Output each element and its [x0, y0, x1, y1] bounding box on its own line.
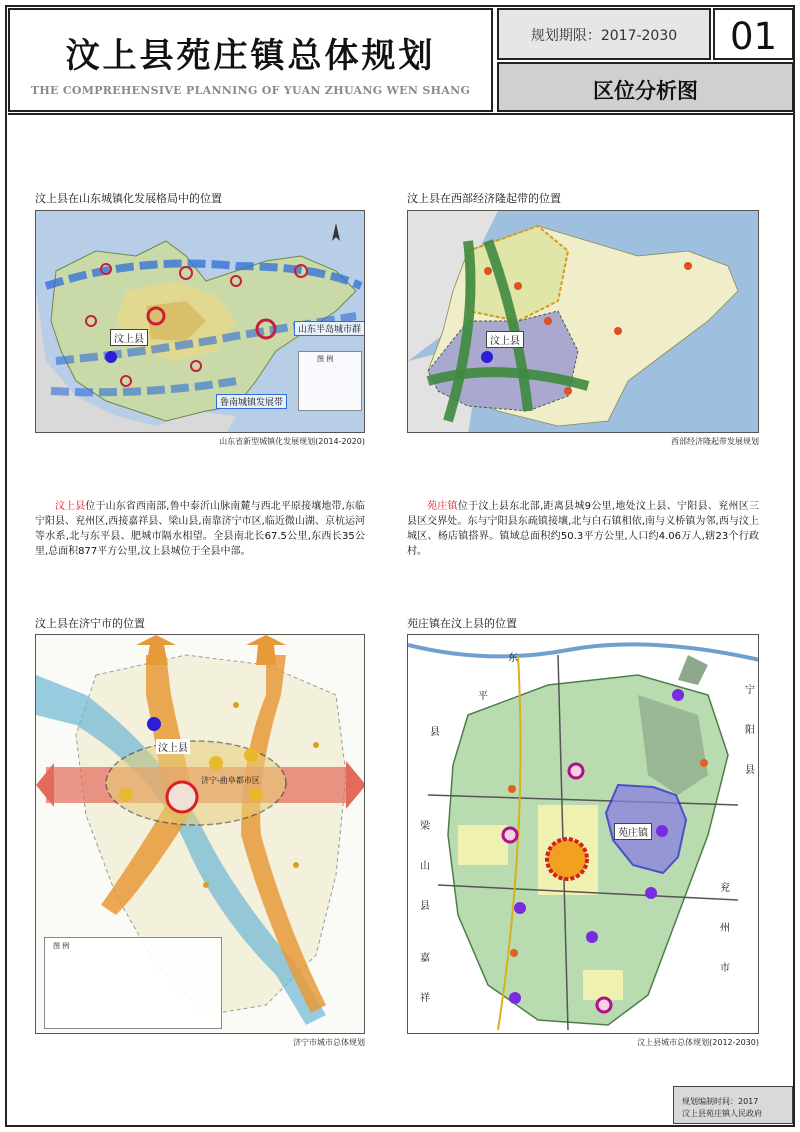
shandong-legend [298, 351, 362, 411]
sheet-title: 区位分析图 [593, 79, 698, 103]
jining-map-title: 汶上县在济宁市的位置 [35, 617, 145, 630]
yuanzhuang-name: 苑庄镇 [427, 501, 458, 512]
title-block [8, 8, 493, 112]
jining-map [35, 634, 365, 1034]
jining-core-label: 济宁-曲阜都市区 [201, 776, 260, 785]
jining-legend [44, 937, 222, 1029]
yuanzhuang-town-label: 苑庄镇 [614, 823, 652, 840]
sheet-title-block [497, 62, 794, 112]
jining-map-caption: 济宁市城市总体规划 [293, 1038, 365, 1047]
shandong-map-title: 汶上县在山东城镇化发展格局中的位置 [35, 192, 222, 205]
yuanzhuang-map-graphic [408, 635, 759, 1034]
jiaxiang-label-2: 祥 [420, 993, 430, 1004]
shandong-legend-title: 图 例 [317, 355, 334, 363]
yuanzhuang-map-caption: 汶上县城市总体规划(2012-2030) [637, 1038, 759, 1047]
liangshan-label-3: 县 [420, 901, 430, 912]
jining-wenshang-label: 汶上县 [156, 739, 190, 754]
footer-block [673, 1086, 793, 1124]
sheet-number: 01 [729, 15, 778, 58]
yanzhou-label-1: 兖 [720, 883, 730, 894]
dongping-label-3: 县 [430, 727, 440, 738]
wenshang-name: 汶上县 [55, 501, 86, 512]
header-divider [8, 113, 794, 115]
dongping-label-2: 平 [478, 691, 488, 702]
yuanzhuang-map-title: 苑庄镇在汶上县的位置 [407, 617, 517, 630]
sheet-number-block [713, 8, 794, 60]
yanzhou-label-3: 市 [720, 963, 730, 974]
yuanzhuang-map [407, 634, 759, 1034]
jiaxiang-label-1: 嘉 [420, 953, 430, 964]
page-title-english: THE COMPREHENSIVE PLANNING OF YUAN ZHUANG WEN SHANG [30, 84, 471, 97]
shandong-map [35, 210, 365, 433]
liangshan-label-1: 梁 [420, 821, 430, 832]
yanzhou-label-2: 州 [720, 923, 730, 934]
footer-date: 规划编制时间：2017 [682, 1097, 759, 1106]
western-map-graphic [408, 211, 759, 433]
wenshang-description-body: 位于山东省西南部,鲁中泰沂山脉南麓与西北平原接壤地带,东临宁阳县、兖州区,西接嘉祥县、梁山县,南靠济宁市区,临近微山湖、京杭运河等水系,北与东平县、肥城市隔水相望。全县南北长67.5公里,东西长35公里,总面积877平方公里,汶上县城位于全县中部。 [35, 501, 366, 557]
wenshang-description [35, 499, 365, 559]
jining-legend-title: 图 例 [53, 942, 70, 950]
liangshan-label-2: 山 [420, 861, 430, 872]
planning-period: 规划期限：2017-2030 [530, 28, 678, 44]
western-wenshang-label: 汶上县 [486, 331, 524, 348]
shandong-map-caption: 山东省新型城镇化发展规划(2014-2020) [219, 437, 365, 446]
shandong-wenshang-label: 汶上县 [110, 329, 148, 346]
ningyang-label-1: 宁 [745, 685, 755, 696]
western-map-title: 汶上县在西部经济隆起带的位置 [407, 192, 561, 205]
ningyang-label-3: 县 [745, 765, 755, 776]
western-map-caption: 西部经济隆起带发展规划 [671, 437, 759, 446]
planning-period-block [497, 8, 711, 60]
ningyang-label-2: 阳 [745, 725, 755, 736]
western-map [407, 210, 759, 433]
footer-organization: 汶上县苑庄镇人民政府 [682, 1109, 762, 1118]
yuanzhuang-description-body: 位于汶上县东北部,距离县城9公里,地处汶上县、宁阳县、兖州区三县区交界处。东与宁阳县东疏镇接壤,北与白石镇相依,南与义桥镇为邻,西与汶上城区、杨店镇搭界。镇域总面积约50.3平方公里,人口约4.06万人,辖23个行政村。 [407, 501, 759, 557]
lunan-belt-label: 鲁南城镇发展带 [216, 394, 287, 409]
page-title: 汶上县苑庄镇总体规划 [65, 36, 436, 76]
peninsula-label: 山东半岛城市群 [294, 321, 365, 336]
dongping-label-1: 东 [508, 653, 518, 664]
yuanzhuang-description [407, 499, 759, 559]
